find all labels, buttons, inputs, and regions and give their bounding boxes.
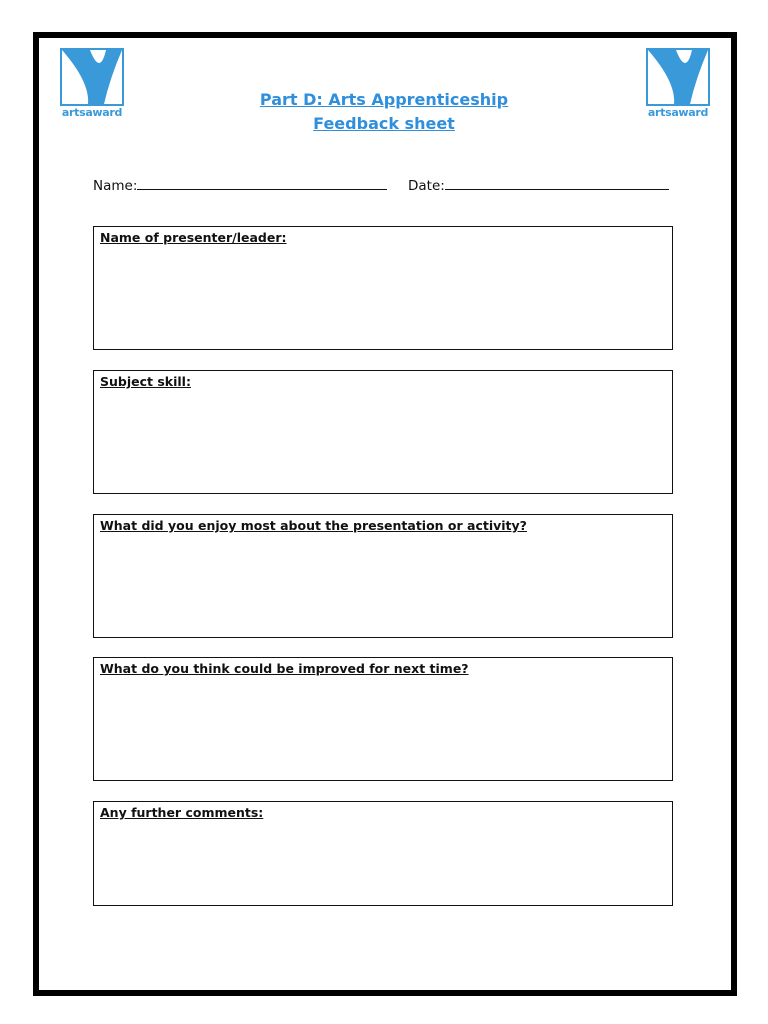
subject-skill-box[interactable] xyxy=(93,370,673,494)
name-field[interactable] xyxy=(93,176,387,194)
improvements-box[interactable] xyxy=(93,657,673,781)
arts-award-logo-right xyxy=(646,48,710,120)
name-line[interactable] xyxy=(137,176,387,190)
date-label: Date: xyxy=(408,178,445,194)
enjoy-most-box[interactable] xyxy=(93,514,673,638)
box-label: What did you enjoy most about the presentation or activity? xyxy=(100,518,527,533)
box-label: Subject skill: xyxy=(100,374,191,389)
logo-caption: artsaward xyxy=(647,106,709,119)
page-title: Part D: Arts Apprenticeship xyxy=(259,90,509,109)
page-subtitle: Feedback sheet xyxy=(313,114,455,133)
date-field[interactable] xyxy=(408,176,669,194)
box-label: Name of presenter/leader: xyxy=(100,230,287,245)
presenter-box[interactable] xyxy=(93,226,673,350)
name-label: Name: xyxy=(93,178,138,194)
box-label: Any further comments: xyxy=(100,805,264,820)
further-comments-box[interactable] xyxy=(93,801,673,906)
logo-caption: artsaward xyxy=(61,106,123,119)
arts-award-logo-left xyxy=(60,48,124,120)
box-label: What do you think could be improved for next time? xyxy=(100,661,469,676)
date-line[interactable] xyxy=(445,176,669,190)
